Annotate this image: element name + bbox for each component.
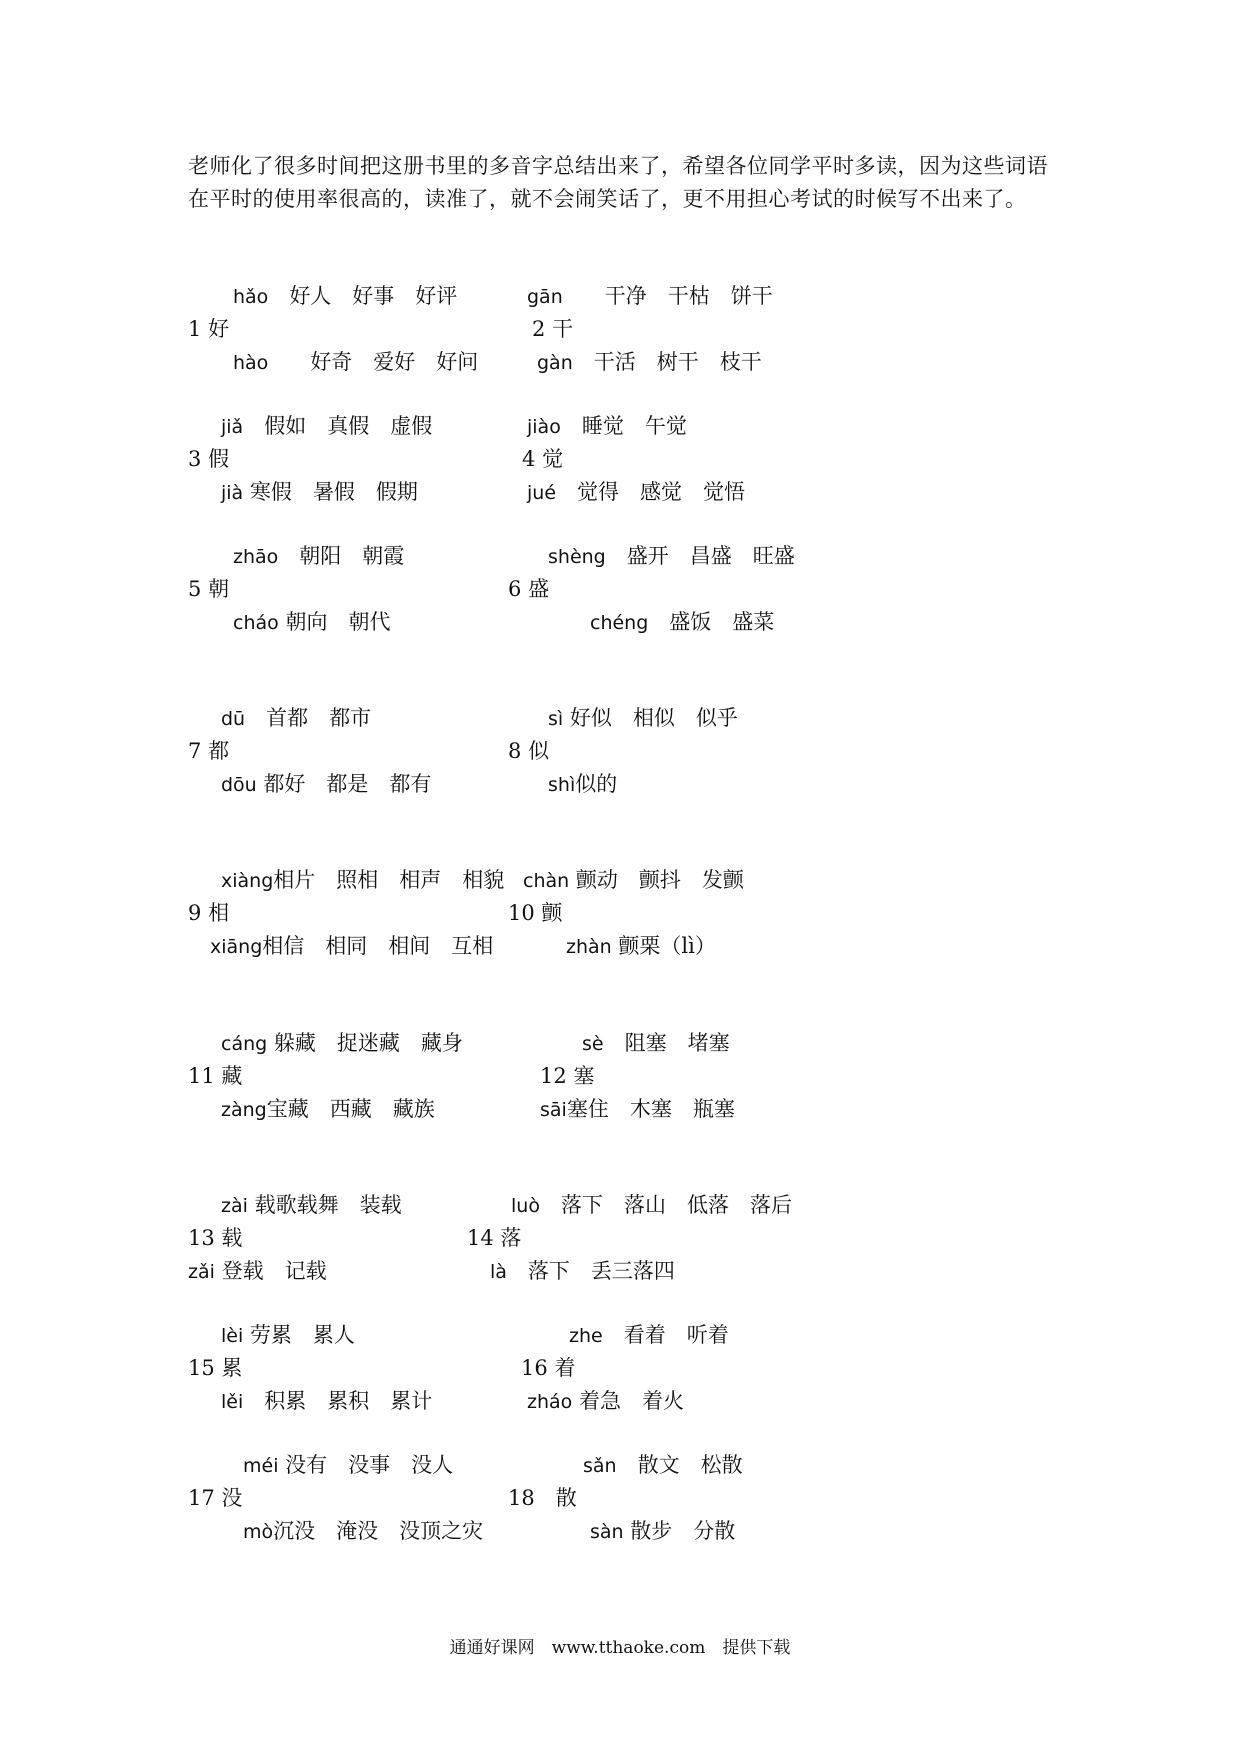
- reading-2: gàn 干活 树干 枝干: [537, 350, 762, 374]
- reading-2: lěi 积累 累积 累计: [221, 1389, 433, 1413]
- entry-label: 11 藏: [188, 1064, 243, 1088]
- entry-label: 9 相: [188, 901, 230, 925]
- entry-label: 15 累: [188, 1356, 243, 1380]
- entry-label: 13 载: [188, 1226, 243, 1250]
- reading-1: sè 阻塞 堵塞: [582, 1031, 730, 1055]
- reading-2: zhàn 颤栗（lì）: [566, 934, 716, 958]
- page-footer: 通通好课网 www.tthaoke.com 提供下载: [449, 1638, 791, 1658]
- entry-label: 16 着: [521, 1356, 576, 1380]
- reading-2: jué 觉得 感觉 觉悟: [527, 480, 746, 504]
- reading-1: cáng 躲藏 捉迷藏 藏身: [221, 1031, 463, 1055]
- reading-1: hǎo 好人 好事 好评: [233, 284, 458, 308]
- entry-label: 14 落: [467, 1226, 522, 1250]
- entry-label: 2 干: [532, 317, 574, 341]
- entry-label: 18 散: [508, 1486, 577, 1510]
- reading-1: sǎn 散文 松散: [583, 1453, 743, 1477]
- reading-2: xiāng相信 相同 相间 互相: [210, 934, 494, 958]
- reading-1: dū 首都 都市: [221, 706, 372, 730]
- reading-2: zàng宝藏 西藏 藏族: [221, 1097, 435, 1121]
- reading-2: cháo 朝向 朝代: [233, 610, 391, 634]
- reading-1: shèng 盛开 昌盛 旺盛: [548, 544, 795, 568]
- reading-1: xiàng相片 照相 相声 相貌: [221, 868, 505, 892]
- intro-paragraph: [188, 150, 1088, 216]
- reading-2: shì似的: [548, 772, 618, 796]
- reading-1: sì 好似 相似 似乎: [548, 706, 738, 730]
- reading-1: méi 没有 没事 没人: [243, 1453, 454, 1477]
- intro-line-2: 在平时的使用率很高的，读准了，就不会闹笑话了，更不用担心考试的时候写不出来了。: [188, 187, 1027, 211]
- entry-label: 3 假: [188, 447, 230, 471]
- reading-2: dōu 都好 都是 都有: [221, 772, 432, 796]
- reading-1: luò 落下 落山 低落 落后: [511, 1193, 792, 1217]
- entry-label: 17 没: [188, 1486, 243, 1510]
- reading-1: zhe 看着 听着: [569, 1323, 729, 1347]
- reading-1: jiǎ 假如 真假 虚假: [221, 414, 433, 438]
- entry-label: 7 都: [188, 739, 230, 763]
- entry-label: 8 似: [508, 739, 550, 763]
- reading-2: hào 好奇 爱好 好问: [233, 350, 479, 374]
- reading-1: jiào 睡觉 午觉: [527, 414, 687, 438]
- reading-2: jià 寒假 暑假 假期: [221, 480, 418, 504]
- intro-line-1: 老师化了很多时间把这册书里的多音字总结出来了，希望各位同学平时多读，因为这些词语: [188, 154, 1048, 178]
- entry-label: 12 塞: [540, 1064, 595, 1088]
- entry-label: 10 颤: [508, 901, 563, 925]
- reading-1: zhāo 朝阳 朝霞: [233, 544, 405, 568]
- reading-2: sàn 散步 分散: [590, 1519, 736, 1543]
- reading-2: zǎi 登载 记载: [188, 1259, 327, 1283]
- reading-2: chéng 盛饭 盛菜: [590, 610, 775, 634]
- entry-label: 4 觉: [522, 447, 564, 471]
- entry-label: 1 好: [188, 317, 230, 341]
- reading-2: mò沉没 淹没 没顶之灾: [243, 1519, 484, 1543]
- reading-1: chàn 颤动 颤抖 发颤: [523, 868, 744, 892]
- reading-1: gān 干净 干枯 饼干: [527, 284, 773, 308]
- entry-label: 6 盛: [508, 577, 550, 601]
- reading-1: zài 载歌载舞 装载: [221, 1193, 402, 1217]
- reading-2: sāi塞住 木塞 瓶塞: [540, 1097, 735, 1121]
- reading-1: lèi 劳累 累人: [221, 1323, 355, 1347]
- entry-label: 5 朝: [188, 577, 230, 601]
- reading-2: zháo 着急 着火: [527, 1389, 684, 1413]
- reading-2: là 落下 丢三落四: [490, 1259, 675, 1283]
